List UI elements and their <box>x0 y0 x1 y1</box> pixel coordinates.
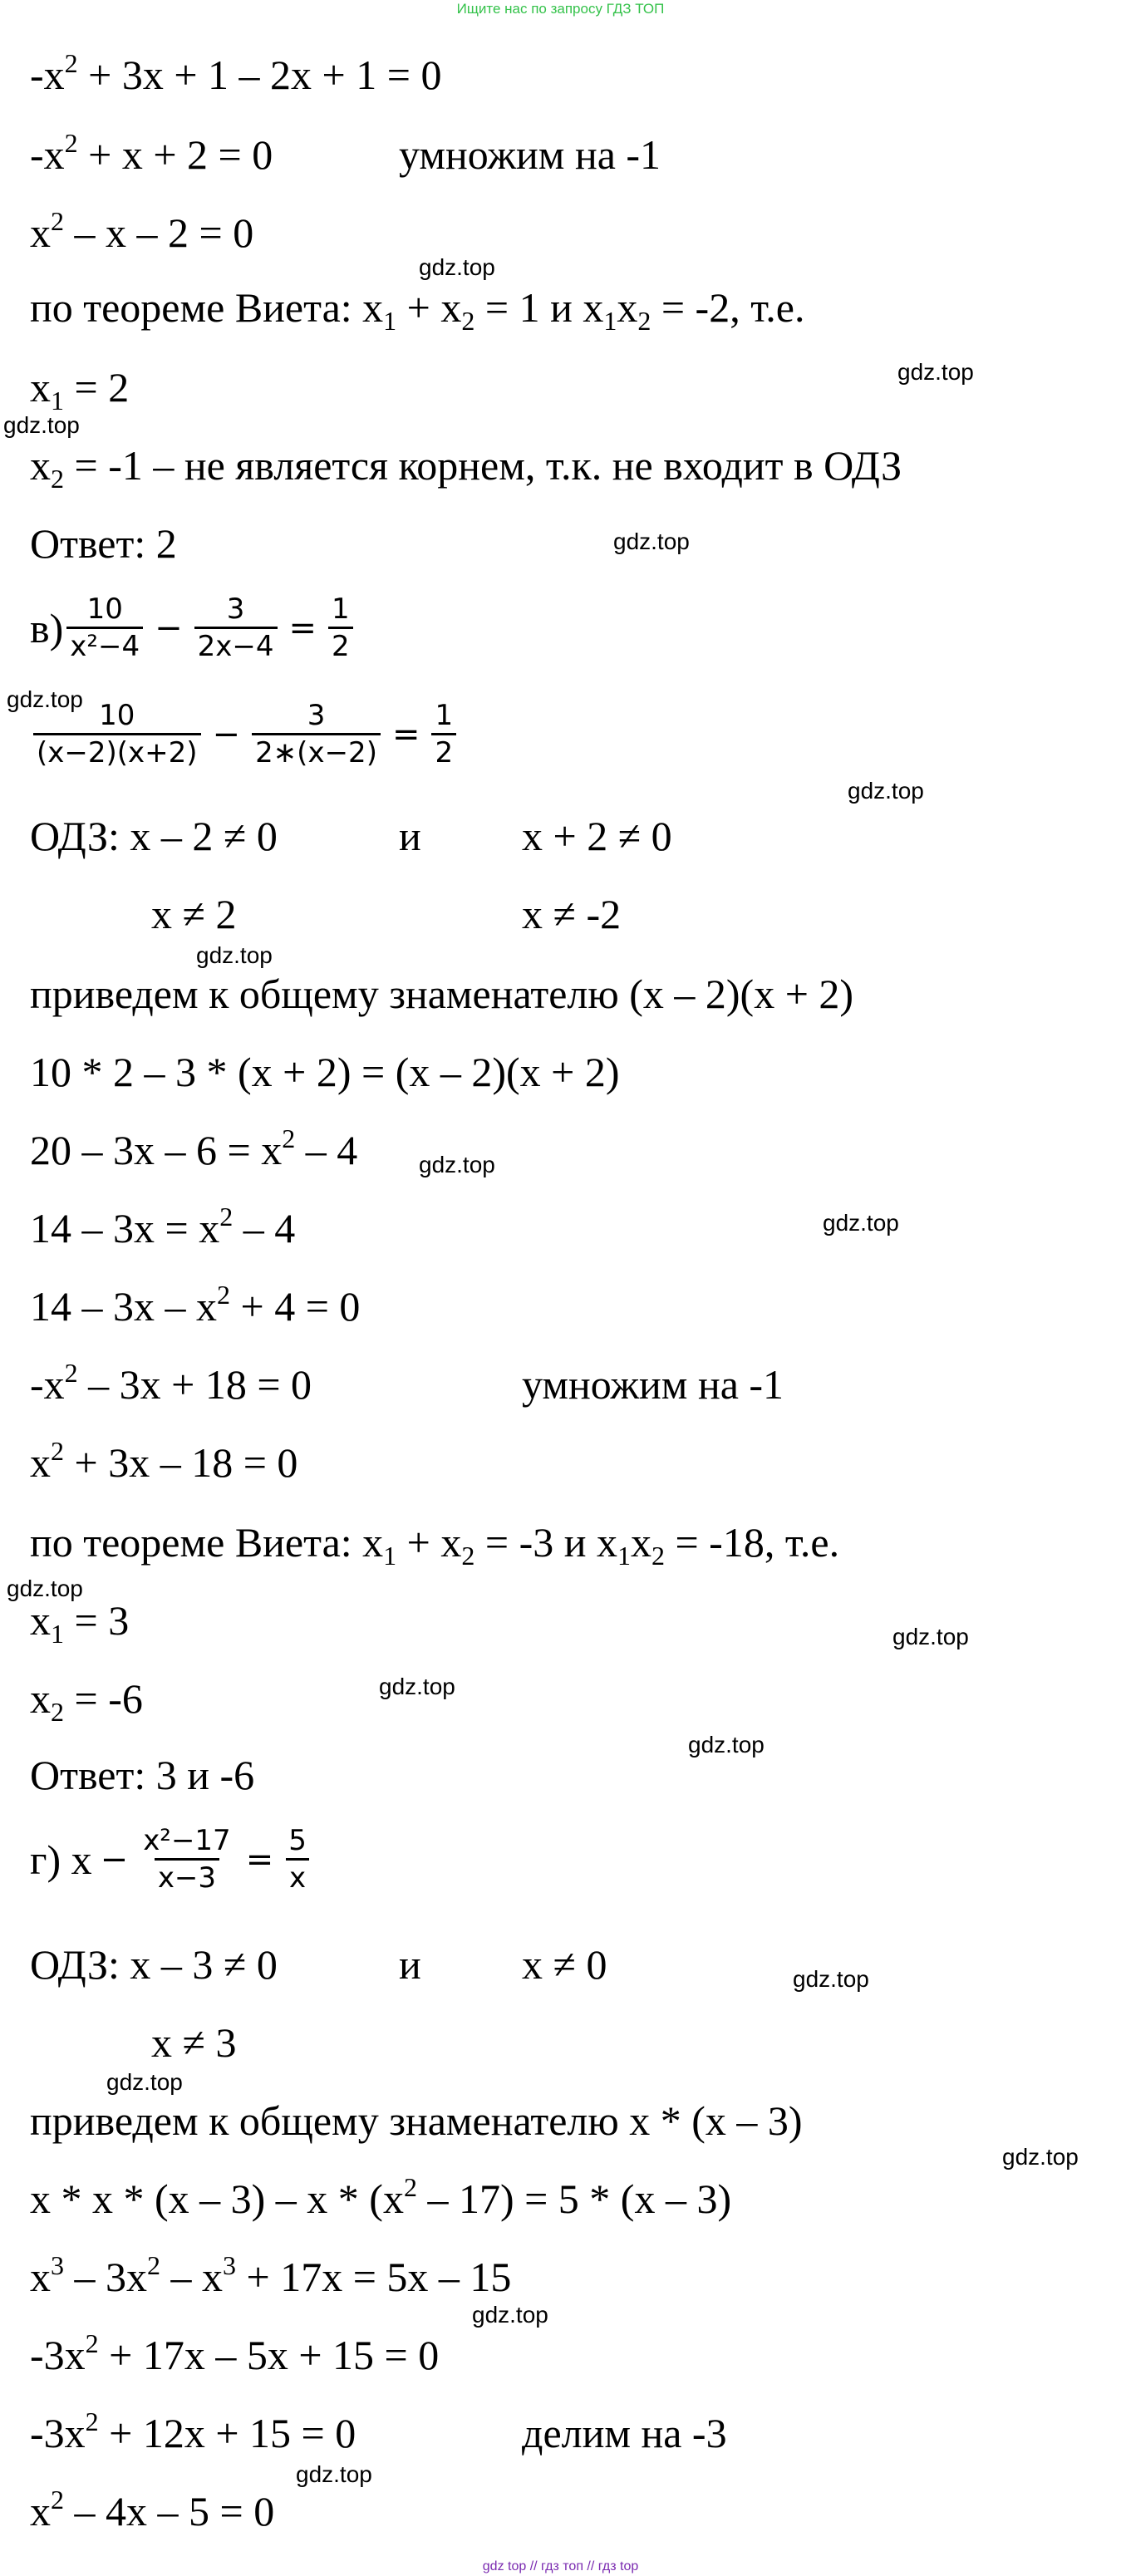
watermark: gdz.top <box>106 2069 183 2095</box>
fraction: $\frac{10}{(x-2)(x+2)}$ <box>33 698 201 770</box>
equation-line-28: $x^3 - 3x^2 - x^3 + 17x = 5x - 15$ <box>30 2250 512 2300</box>
equation-line-1: $-x^2 + 3x + 1 - 2x + 1 = 0$ <box>30 48 442 98</box>
equation-line-16: $14 - 3x - x^2 + 4 = 0$ <box>30 1280 361 1330</box>
watermark: gdz.top <box>472 2302 548 2328</box>
answer-line: Ответ: 2 <box>30 520 177 567</box>
root-line-x1: $x_1 = 2$ <box>30 364 130 415</box>
watermark: gdz.top <box>379 1674 455 1699</box>
equation-line-27: $x * x * (x - 3) - x * (x^2 - 17) = 5 * (x - 3)$ <box>30 2172 732 2222</box>
vieta-line-2: по теореме Виета: $x_1 + x_2 = -3$ и $x_1x_2 = -18$, т.е. <box>30 1519 840 1571</box>
fraction: $\frac{3}{2x-4}$ <box>194 592 278 664</box>
fraction-equation-v-factored: $\frac{10}{(x-2)(x+2)}$ − $\frac{3}{2∗(x-2)}$ = $\frac{1}{2}$ <box>30 698 460 770</box>
fraction: $\frac{10}{\text{x²−4}}$ <box>66 592 143 664</box>
watermark: gdz.top <box>7 1576 83 1601</box>
watermark: gdz.top <box>419 1152 495 1177</box>
equation-line-30: $-3x^2 + 12x + 15 = 0$ делим на -3 <box>30 2406 727 2456</box>
equation-line-2: $-x^2 + x + 2 = 0$ умножим на -1 <box>30 128 661 178</box>
equation-line-29: $-3x^2 + 17x - 5x + 15 = 0$ <box>30 2328 440 2378</box>
watermark: gdz.top <box>3 412 80 438</box>
fraction: $\frac{1}{2}$ <box>328 592 353 664</box>
fraction-equation-g: г) x − $\frac{\text{x²−17}}{x-3}$ = $\frac{5}{x}$ <box>30 1823 313 1895</box>
step-note: умножим на -1 <box>522 1361 784 1408</box>
common-denominator-line-g: приведем к общему знаменателю x * (x – 3) <box>30 2097 803 2144</box>
root-line-x2-v: $x_2 = -6$ <box>30 1675 143 1727</box>
watermark: gdz.top <box>419 254 495 280</box>
equation-line-13: 10 * 2 – 3 * (x + 2) = (x – 2)(x + 2) <box>30 1049 620 1095</box>
watermark: gdz.top <box>892 1624 969 1649</box>
equation-line-31: $x^2 - 4x - 5 = 0$ <box>30 2485 275 2534</box>
watermark: gdz.top <box>897 359 974 385</box>
watermark: gdz.top <box>848 778 924 804</box>
search-hint-header: Ищите нас по запросу ГДЗ ТОП <box>456 1 665 17</box>
watermark: gdz.top <box>296 2461 372 2487</box>
domain-line-g: ОДЗ: x – 3 ≠ 0 и x ≠ 0 <box>30 1941 607 1988</box>
fraction: $\frac{1}{2}$ <box>431 698 456 770</box>
equation-line-18: $x^2 + 3x - 18 = 0$ <box>30 1436 298 1486</box>
site-footer: gdz top // гдз топ // гдз top <box>482 2559 639 2574</box>
vieta-line-1: по теореме Виета: $x_1 + x_2 = 1$ и $x_1x_2 = -2$, т.е. <box>30 284 805 336</box>
equation-line-14: $20 - 3x - 6 = x^2 - 4$ <box>30 1123 358 1173</box>
step-note: умножим на -1 <box>399 131 661 178</box>
equation-line-17: $-x^2 - 3x + 18 = 0$ умножим на -1 <box>30 1358 784 1408</box>
fraction-equation-v: в) $\frac{10}{\text{x²−4}}$ − $\frac{3}{2x-4}$ = $\frac{1}{2}$ <box>30 592 356 664</box>
watermark: gdz.top <box>1002 2144 1079 2170</box>
watermark: gdz.top <box>823 1210 899 1236</box>
fraction: $\frac{\text{x²−17}}{x-3}$ <box>143 1824 231 1895</box>
watermark: gdz.top <box>196 942 273 968</box>
domain-result-g: x ≠ 3 <box>151 2019 237 2066</box>
watermark: gdz.top <box>7 686 83 712</box>
common-denominator-line-v: приведем к общему знаменателю (x – 2)(x + 2) <box>30 971 854 1017</box>
root-line-x1-v: $x_1 = 3$ <box>30 1597 130 1649</box>
domain-line-v: ОДЗ: x – 2 ≠ 0 и x + 2 ≠ 0 <box>30 813 672 859</box>
step-note: делим на -3 <box>522 2410 727 2456</box>
root-line-x2: $x_2 = -1$ – не является корнем, т.к. не входит в ОДЗ <box>30 442 902 494</box>
watermark: gdz.top <box>688 1732 765 1757</box>
watermark: gdz.top <box>613 528 690 554</box>
answer-line-v: Ответ: 3 и -6 <box>30 1752 255 1798</box>
fraction: $\frac{3}{2∗(x-2)}$ <box>252 698 381 770</box>
fraction: $\frac{5}{x}$ <box>285 1823 310 1895</box>
equation-line-3: $x^2 - x - 2 = 0$ <box>30 206 254 256</box>
watermark: gdz.top <box>793 1966 869 1992</box>
equation-line-15: $14 - 3x = x^2 - 4$ <box>30 1202 296 1251</box>
